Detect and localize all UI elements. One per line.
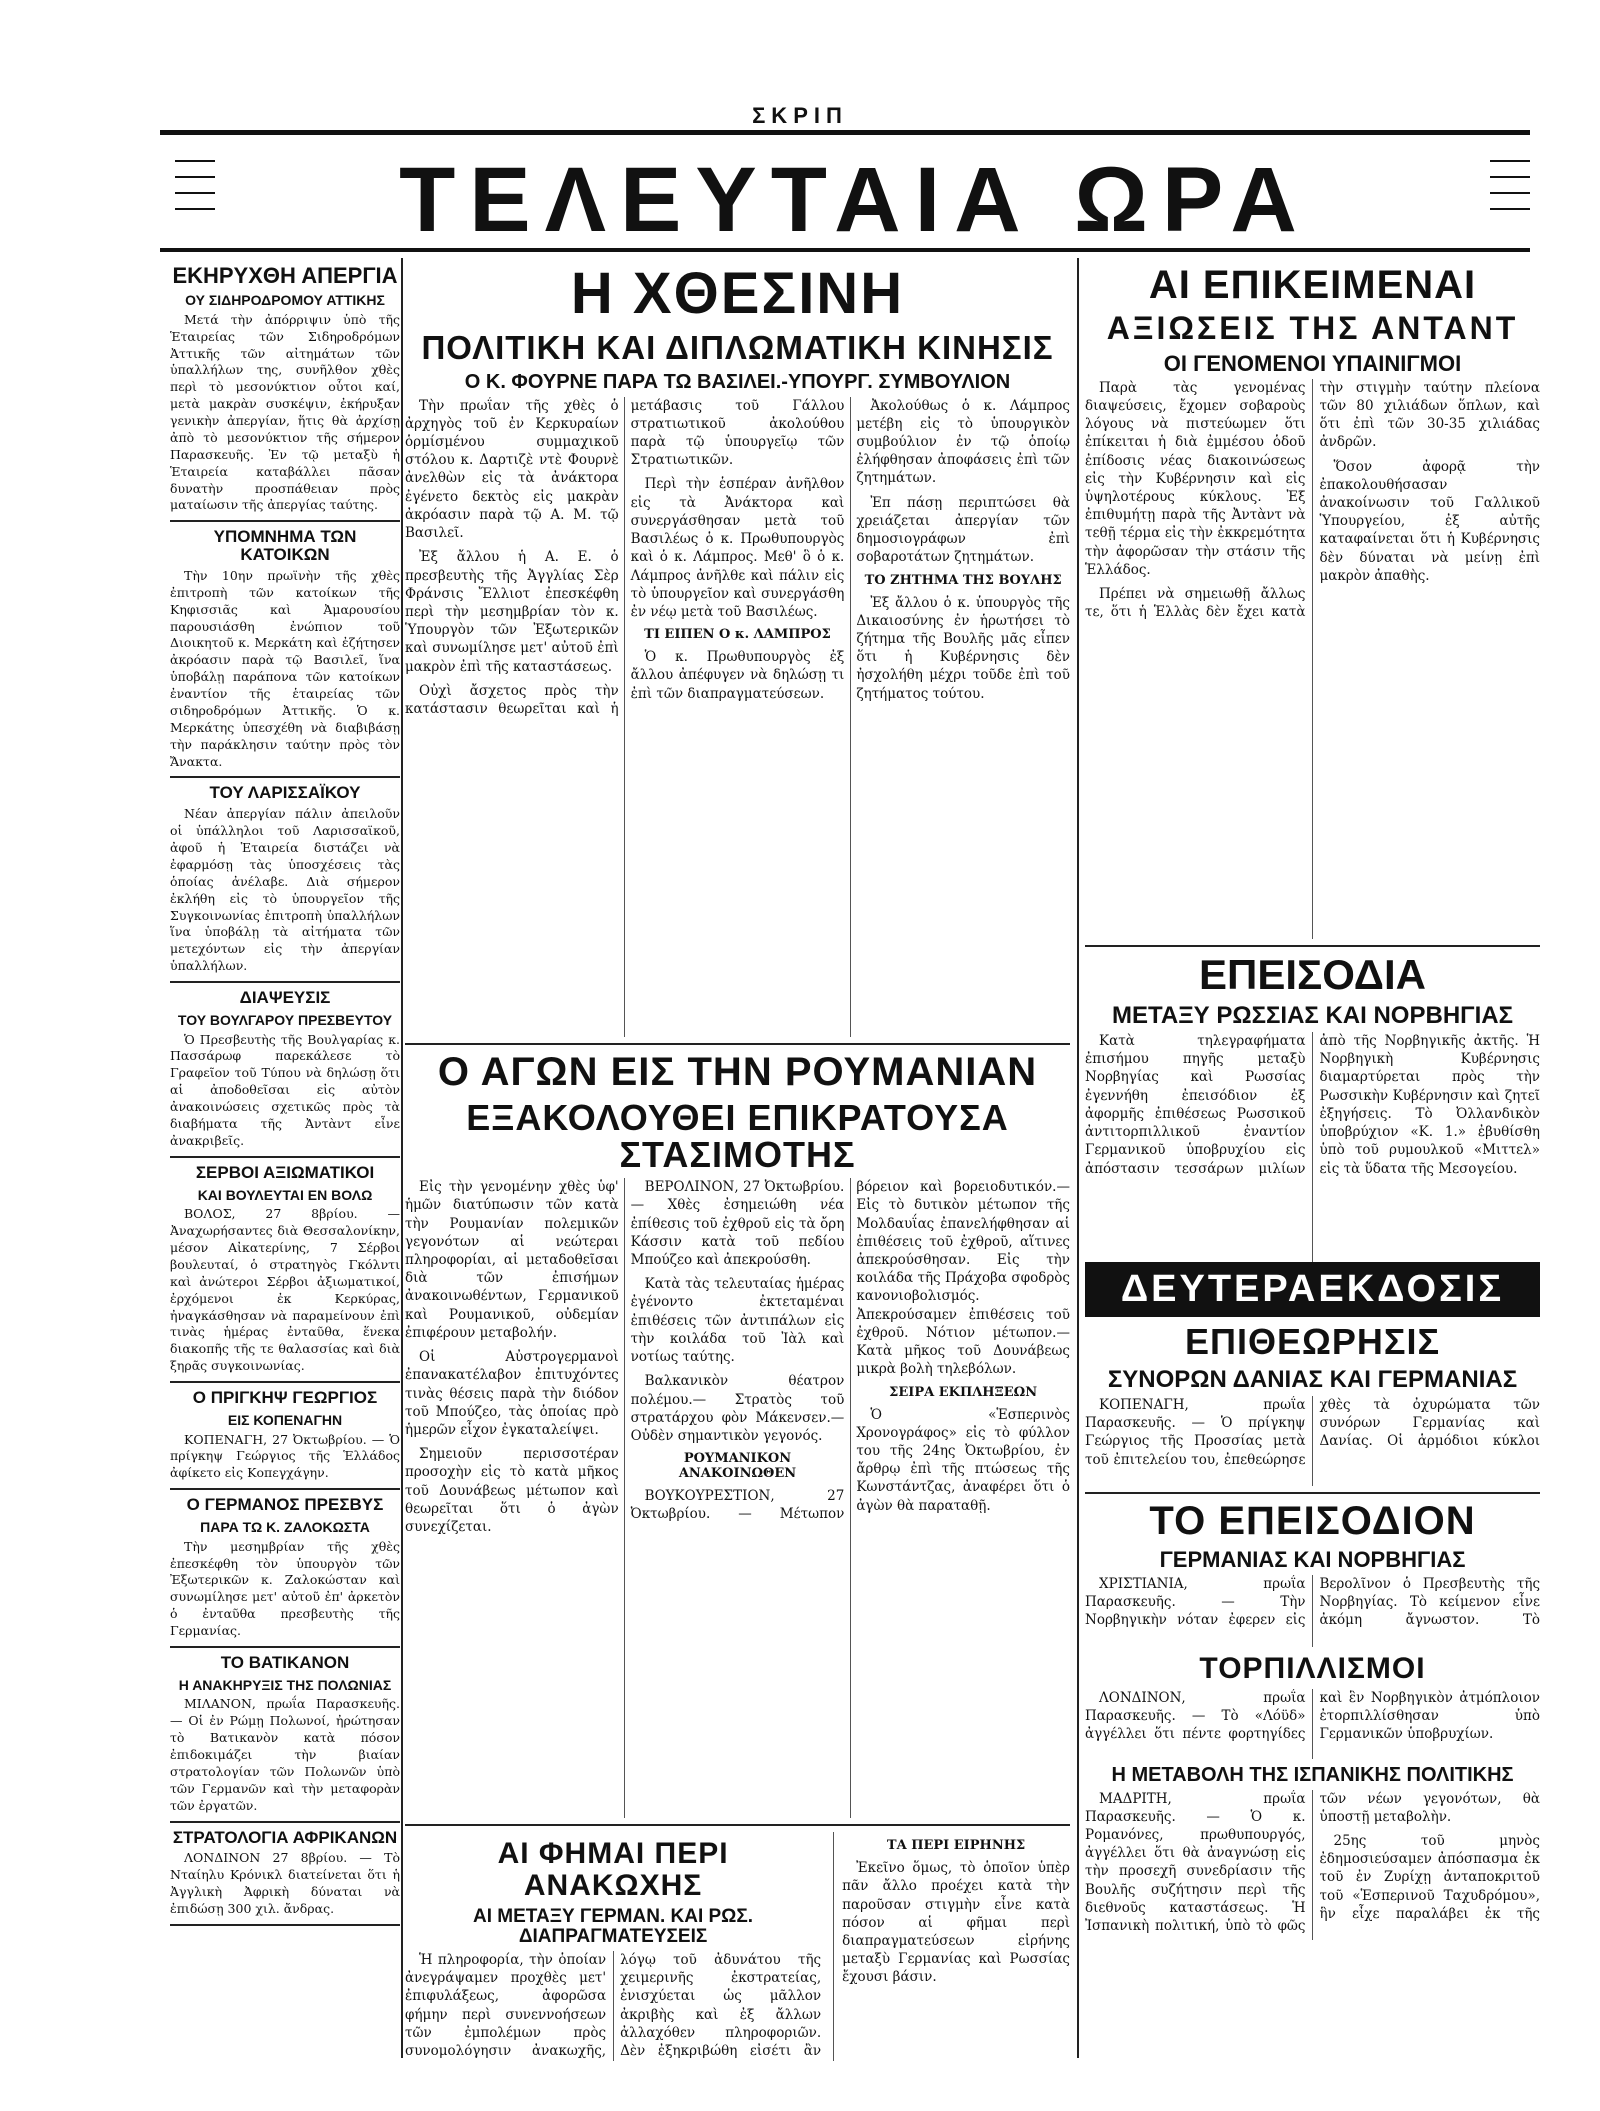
romania-paragraph: Σημειοῦν περισσοτέραν προσοχὴν εἰς τὸ κατὰ μῆκος τοῦ Δουνάβεως μέτωπον καὶ θεωρεῖται ὅτι ὁ ἀγὼν συνεχίζεται. [405,1446,619,1536]
incident-article [1085,1575,1540,1647]
lead-paragraph: Ἐξ ἄλλου ἡ Α. Ε. ὁ πρεσβευτὴς τῆς Ἀγγλίας Σὲρ Φράνσις Ἔλλιοτ ἐπεσκέφθη περὶ τὴν μεσημβρίαν τὸν κ. Ὑπουργὸν τῶν Ἐξωτερικῶν καὶ συνωμίλησε μετ' αὐτοῦ ἐπὶ μακρὸν ἐπὶ τῆς καταστάσεως. [405,549,619,675]
masthead: ΤΕΛΕΥΤΑΙΑ ΩΡΑ [399,149,1311,251]
incident-headline: ΤΟ ΕΠΕΙΣΟΔΙΟΝ [1149,1498,1476,1543]
demands-deck: ΟΙ ΓΕΝΟΜΕΝΟΙ ΥΠΑΙΝΙΓΜΟΙ [1163,350,1462,376]
romania-paragraph: Ὁ «Ἑσπερινὸς Χρονογράφος» εἰς τὸ φύλλον του τῆς 24ης Ὀκτωβρίου, ἐν ἄρθρῳ ἐπὶ τῆς πτώσεως τῆς Κωνστάντζας, ἀναφέρει ὅτι ὁ ἀγὼν θὰ παραταθῇ. [856,1406,1070,1514]
left-column [170,258,400,2068]
left-story-headline: ΤΟ ΒΑΤΙΚΑΝΟΝ [220,1652,350,1672]
peace-article [405,1832,821,2061]
left-story-subheadline: ΚΑΙ ΒΟΥΛΕΥΤΑΙ ΕΝ ΒΟΛΩ [197,1186,373,1203]
left-story-body: Τὴν μεσημβρίαν τῆς χθὲς ἐπεσκέφθη τὸν ὑπουργὸν τῶν Ἐξωτερικῶν κ. Ζαλοκώσταν καὶ συνωμίλησε μετ' αὐτοῦ ἐπ' ἀρκετὸν ὁ ἐνταῦθα πρεσβευτὴς τῆς Γερμανίας. [170,1538,400,1639]
lead-paragraph: Ἐπ πάσῃ περιπτώσει θὰ χρειάζεται ἀπεργίαν τῶν δημοσιογράφων ἐπὶ σοβαροτάτων ζητημάτων. [856,494,1070,566]
left-story-headline: ΥΠΟΜΝΗΜΑ ΤΩΝ ΚΑΤΟΙΚΩΝ [213,527,357,565]
left-story-body: Τὴν 10ην πρωϊνὴν τῆς χθὲς ἐπιτροπὴ τῶν κατοίκων τῆς Κηφισσιᾶς καὶ Ἀμαρουσίου παρουσιάσθη ἐνώπιον τοῦ Διοικητοῦ κ. Μερκάτη καὶ ἐζήτησεν ἀκρόασιν παρὰ τῷ Βασιλεῖ, ἵνα ὑποβάλῃ παράπονα τῶν κατοίκων ἐναντίον τῆς ἑταιρείας τῶν σιδηροδρόμων Ἀττικῆς. Ὁ κ. Μερκάτης ὑπεσχέθη νὰ διαβιβάσῃ τὴν παράκλησιν ταύτην πρὸς τὸν Ἄνακτα. [170,567,400,769]
romania-headline: Ο ΑΓΩΝ ΕΙΣ ΤΗΝ ΡΟΥΜΑΝΙΑΝ [437,1049,1038,1094]
lead-paragraph: Ἀκολούθως ὁ κ. Λάμπρος μετέβη εἰς τὸ ὑπουργικὸν συμβούλιον ἐν τῷ ὁποίῳ ἐλήφθησαν ἀποφάσεις ἐπὶ τῶν ζητημάτων. [856,397,1070,487]
romania-paragraph: ΒΕΡΟΛΙΝΟΝ, 27 Ὀκτωβρίου. — Χθὲς ἐσημειώθη νέα ἐπίθεσις τοῦ ἐχθροῦ εἰς τὰ ὄρη Κάσσιν κατὰ τοῦ πεδίου Μπούζεο καὶ ἀπεκρούσθη. [630,1179,845,1268]
lead-section-head: ΤΟ ΖΗΤΗΜΑ ΤΗΣ ΒΟΥΛΗΣ [864,572,1062,588]
demands-paragraph: Παρὰ τὰς γενομένας διαψεύσεις, ἔχομεν σοβαροὺς λόγους νὰ πιστεύωμεν ὅτι ἐπίκειται ἡ διὰ ἐμμέσου ὁδοῦ ἐπίδοσις νέας διακοινώσεως εἰς τὴν Κυβέρνησιν καὶ εἰς ὑψηλοτέρους κύκλους. Ἐξ ἐπιθυμήτῃ παρὰ τῆς Ἀντὰντ νὰ τεθῇ τέρμα εἰς τὴν ἐκκρεμότητα τὴν ἀφορῶσαν τὴν στάσιν τῆς Ἑλλάδος. [1085,379,1306,578]
romania-article [405,1178,1070,1818]
demands-headline: ΑΙ ΕΠΙΚΕΙΜΕΝΑΙ [1148,263,1477,307]
story-rule [170,1488,400,1490]
left-story-headline: ΔΙΑΨΕΥΣΙΣ [239,988,331,1008]
demands-paragraph: Πρέπει νὰ σημειωθῇ ἄλλως τε, ὅτι ἡ Ἑλλὰς δὲν ἔχει κατὰ τὴν στιγμὴν ταύτην πλείονα τῶν 80 χιλιάδων ὅπλων, καὶ ὅτι ἐπὶ τῶν 30-35 χιλιάδας ἀνδρῶν. [1085,379,1540,621]
demands-article [1085,379,1540,939]
left-story-body: ΚΟΠΕΝΑΓΗ, 27 Ὀκτωβρίου. — Ὁ πρίγκηψ Γεώργιος τῆς Ἑλλάδος ἀφίκετο εἰς Κοπεγχάγην. [170,1431,400,1481]
page-number: ΣΚΡΙΠ [752,103,848,128]
torpedo-article [1085,1689,1540,1759]
peace-body-wrap [405,1951,821,2061]
episodes-headline: ΕΠΕΙΣΟΔΙΑ [1199,950,1426,998]
spain-paragraph: 25ης τοῦ μηνὸς ἐδημοσιεύσαμεν ἀπόσπασμα ἐκ τοῦ ἐν Ζυρίχῃ ἀνταποκριτοῦ τοῦ «Ἑσπερινοῦ Ταχυδρόμου», ἣν εἶχε παραλάβει ἐκ τῆς [1319,1832,1540,1922]
peace-paragraph: Ἡ πληροφορία, τὴν ὁποίαν ἀνεγράψαμεν προχθὲς μετ' ἐπιφυλάξεως, ἀφορῶσα φήμην περὶ συνεννοήσεων τῶν ἐμπολέμων πρὸς συνομολόγησιν ἀνακωχῆς, λόγῳ τοῦ ἀδυνάτου τῆς χειμερινῆς ἐκστρατείας, ἐνισχύεται ὡς μᾶλλον ἀκριβὴς καὶ ἐξ ἄλλων ἀλλαχόθεν πληροφοριῶν. Δὲν ἐξηκριβώθη εἰσέτι ἂν [405,1952,822,2060]
peace-side [833,1832,1070,2061]
section-rule [405,1043,1070,1045]
review-headline: ΕΠΙΘΕΩΡΗΣΙΣ [1184,1320,1441,1362]
story-rule [170,520,400,522]
left-story-headline: ΕΚΗΡΥΧΘΗ ΑΠΕΡΓΙΑ [172,263,398,288]
lead-paragraph: Τὴν πρωΐαν τῆς χθὲς ὁ ἀρχηγὸς τοῦ ἐν Κερκυραίων ὁρμίσμένου συμμαχικοῦ στόλου κ. Δαρτιζὲ ντὲ Φουρνὲ ἀνελθὼν εἰς τὰ ἀνάκτορα ἐγένετο δεκτὸς εἰς μακρὰν ἀκρόασιν παρὰ τῷ Α. Μ. τῷ Βασιλεῖ. [405,397,619,542]
section-rule [1085,1492,1540,1494]
lead-paragraph: Οὐχὶ ἄσχετος πρὸς τὴν κατάστασιν θεωρεῖται καὶ ἡ μετάβασις τοῦ Γάλλου στρατιωτικοῦ ἀκολούθου παρὰ τῷ ὑπουργεῖῳ τῶν Στρατιωτικῶν. [405,397,845,718]
second-edition-banner: ΔΕΥΤΕΡΑΕΚΔΟΣΙΣ [1085,1262,1540,1317]
spain-headline: Η ΜΕΤΑΒΟΛΗ ΤΗΣ ΙΣΠΑΝΙΚΗΣ ΠΟΛΙΤΙΚΗΣ [1111,1763,1514,1786]
lead-article [405,397,1070,1037]
story-rule [170,776,400,778]
romania-section-head: ΡΟΥΜΑΝΙΚΟΝ ΑΝΑΚΟΙΝΩΘΕΝ [678,1451,797,1482]
right-column [1085,258,1540,1940]
episodes-article [1085,1032,1540,1262]
left-story-headline: ΤΟΥ ΛΑΡΙΣΣΑΪΚΟΥ [209,783,361,803]
romania-subheadline: ΕΞΑΚΟΛΟΥΘΕΙ ΕΠΙΚΡΑΤΟΥΣΑ ΣΤΑΣΙΜΟΤΗΣ [466,1096,1009,1176]
left-story-subheadline: ΕΙΣ ΚΟΠΕΝΑΓΗΝ [227,1411,343,1428]
left-story-subheadline: Η ΑΝΑΚΗΡΥΞΙΣ ΤΗΣ ΠΟΛΩΝΙΑΣ [178,1676,392,1693]
center-column [405,258,1070,2061]
left-story-body: Ὁ Πρεσβευτὴς τῆς Βουλγαρίας κ. Πασσάρωφ παρεκάλεσε τὸ Γραφεῖον τοῦ Τύπου νὰ δηλώσῃ ὅτι αἱ ἀποδοθεῖσαι εἰς αὐτὸν ἀνακοινώσεις σχετικῶς πρὸς τὰ διαβήματα τῆς Ἀντὰντ εἶνε ἀνακριβεῖς. [170,1031,400,1148]
episodes-paragraph: Κατὰ τηλεγραφήματα ἐπισήμου πηγῆς μεταξὺ Νορβηγίας καὶ Ρωσσίας ἐγεννήθη ἐπεισόδιον ἐξ ἀφορμῆς ἐπιθέσεως Ρωσσικοῦ ἀντιτορπιλλικοῦ ἐναντίον Γερμανικοῦ ὑποβρυχίου εἰς ἀπόστασιν τεσσάρων μιλίων ἀπὸ τῆς Νορβηγικῆς ἀκτῆς. Ἡ Νορβηγικὴ Κυβέρνησις διαμαρτύρεται πρὸς τὴν Ρωσσικὴν Κυβέρνησιν καὶ ζητεῖ ἐξηγήσεις. Τὸ Ὀλλανδικὸν ὑποβρύχιον «Κ. 1.» ἐβυθίσθη ὑπὸ τοῦ ρυμουλκοῦ «Μιττελ» εἰς τὰ ὕδατα τῆς Μεσογείου. [1085,1032,1540,1177]
left-story-headline: Ο ΠΡΙΓΚΗΨ ΓΕΩΡΓΙΟΣ [192,1388,378,1407]
lead-paragraph: Περὶ τὴν ἑσπέραν ἀνῆλθον εἰς τὰ Ἀνάκτορα καὶ συνεργάσθησαν μετὰ τοῦ Βασιλέως ὁ κ. Πρωθυπουργὸς καὶ ὁ κ. Λάμπρος. Μεθ' ὃ ὁ κ. Λάμπρος ἀνῆλθε καὶ πάλιν εἰς τὸ ὑπουργεῖον καὶ συνεργάσθη ἐν νέῳ μετὰ τοῦ Βασιλέως. [630,476,845,620]
romania-paragraph: Οἱ Αὐστρογερμανοὶ ἐπανακατέλαβον ἐπιτυχόντες τινὰς θέσεις παρὰ τὴν διόδον τοῦ Μπούζεο, τὰς ὁποίας πρὸ ἡμερῶν εἶχον ἐγκαταλείψει. [405,1349,619,1438]
left-story-headline: Ο ΓΕΡΜΑΝΟΣ ΠΡΕΣΒΥΣ [186,1495,384,1515]
story-rule [170,1924,400,1926]
lead-section-head: ΤΙ ΕΙΠΕΝ Ο κ. ΛΑΜΠΡΟΣ [644,627,831,643]
romania-paragraph: Βαλκανικὸν θέατρον πολέμου.— Στρατὸς τοῦ στρατάρχου φὸν Μάκενσεν.— Οὐδὲν σημαντικὸν γεγονός. [630,1373,845,1444]
demands-paragraph: Ὅσον ἀφορᾷ τὴν ἐπακολουθήσασαν ἀνακοίνωσιν τοῦ Γαλλικοῦ Ὑπουργείου, ἐξ αὐτῆς καταφαίνεται ὅτι ἡ Κυβέρνησις δὲν δύναται νὰ μείνῃ ἐπὶ μακρὸν ἀπαθὴς. [1319,458,1540,584]
story-rule [170,1646,400,1648]
lead-deck: Ο Κ. ΦΟΥΡΝΕ ΠΑΡΑ ΤΩ ΒΑΣΙΛΕΙ.-ΥΠΟΥΡΓ. ΣΥΜΒΟΥΛΙΟΝ [464,370,1011,393]
left-story-body: ΒΟΛΟΣ, 27 8βρίου. — Ἀναχωρήσαντες διὰ Θεσσαλονίκην, μέσον Αἰκατερίνης, 7 Σέρβοι βουλευταί, ὁ στρατηγὸς Γκόλντι καὶ ἀνώτεροι Σέρβοι ἀξιωματικοί, ἐρχόμενοι ἐκ Κερκύρας, ἠναγκάσθησαν νὰ παραμείνουν ἐπὶ τινὰς ἡμέρας ἐνταῦθα, ἕνεκα διακοπῆς τῆς τε θαλασσίας καὶ διὰ ξηρᾶς συγκοινωνίας. [170,1206,400,1374]
left-story-body: ΜΙΛΑΝΟΝ, πρωΐα Παρασκευῆς. — Οἱ ἐν Ρώμῃ Πολωνοί, ἠρώτησαν τὸ Βατικανὸν κατὰ πόσον ἐπιδοκιμάζει τὴν βιαίαν στρατολογίαν τῶν Πολωνῶν ὑπὸ τῶν Γερμανῶν καὶ τὴν μεταφορὰν τῶν ἐργατῶν. [170,1696,400,1813]
left-story-subheadline: ΟΥ ΣΙΔΗΡΟΔΡΟΜΟΥ ΑΤΤΙΚΗΣ [185,292,385,309]
story-rule [170,981,400,983]
lead-subheadline: ΠΟΛΙΤΙΚΗ ΚΑΙ ΔΙΠΛΩΜΑΤΙΚΗ ΚΙΝΗΣΙΣ [421,328,1054,366]
left-story-body: ΛΟΝΔΙΝΟΝ 27 8βρίου. — Τὸ Νταίηλυ Κρόνικλ διατείνεται ὅτι ἡ Ἀγγλικὴ Ἀφρικὴ δύναται νὰ ἐπιδώσῃ 300 χιλ. ἄνδρας. [170,1850,400,1917]
lead-paragraph: Ὁ κ. Πρωθυπουργὸς ἐξ ἄλλου ἀπέφυγεν νὰ δηλώσῃ τι ἐπὶ τῶν διαπραγματεύσεων. [630,649,845,702]
left-story-subheadline: ΠΑΡΑ ΤΩ Κ. ΖΑΛΟΚΩΣΤΑ [200,1519,370,1535]
peace-side-paragraph: Ἐκεῖνο ὅμως, τὸ ὁποῖον ὑπὲρ πᾶν ἄλλο προέχει κατὰ τὴν παροῦσαν στιγμὴν εἶνε κατὰ πόσον αἱ φῆμαι περὶ διαπραγματεύσεων εἰρήνης μεταξὺ Γερμανίας καὶ Ρωσσίας ἔχουσι βάσιν. [842,1860,1070,1986]
romania-paragraph: Κατὰ τὰς τελευταίας ἡμέρας ἐγένοντο ἐκτεταμέναι ἐπιθέσεις τῶν ἀντιπάλων εἰς τὴν κοιλάδα τοῦ Ἰὰλ καὶ νοτίως ταύτης. [630,1276,845,1366]
peace-side-wrap [842,1859,1070,2009]
demands-subheadline: ΑΞΙΩΣΕΙΣ ΤΗΣ ΑΝΤΑΝΤ [1106,310,1519,346]
spain-article [1085,1790,1540,1940]
left-story-body: Μετά τὴν ἀπόρριψιν ὑπὸ τῆς Ἑταιρείας τῶν Σιδηροδρόμων Ἀττικῆς τῶν αἰτημάτων τῶν ὑπαλλήλων της, συνῆλθον χθὲς περὶ τὸ μεσονύκτιον οὗτοι καί, μετὰ μακρὰν συσκέψιν, ἐκήρυξαν γενικὴν ἀπεργίαν, ἥτις θὰ ἀρχίσῃ ἀπὸ τὸ μεσονύκτιον τῆς σήμερον Παρασκευῆς. Ἐν τῷ μεταξὺ ἡ Ἑταιρεία καταβάλλει πᾶσαν δυνατὴν προσπάθειαν πρὸς ματαίωσιν τῆς ἀπεργίας ταύτης. [170,311,400,513]
section-rule [1085,945,1540,947]
section-rule [405,1824,1070,1826]
romania-paragraph: Εἰς τὴν γενομένην χθὲς ὑφ' ἡμῶν διατύπωσιν τῶν κατὰ τὴν Ρουμανίαν πολεμικῶν γεγονότων αἱ νεώτεραι πληροφορίαι, αἱ μεταδοθεῖσαι διὰ τῶν ἐπισήμων ἀνακοινωθέντων, Γερμανικοῦ καὶ Ρουμανικοῦ, οὐδεμίαν ἐπιφέρουν μεταβολήν. [405,1179,619,1341]
peace-block [405,1832,1070,2061]
romania-paragraph: ΒΟΥΚΟΥΡΕΣΤΙΟΝ, 27 Ὀκτωβρίου. — Μέτωπον βόρειον καὶ βορειοδυτικόν.— Εἰς τὸ δυτικὸν μέτωπον τῆς Μολδαυΐας ἐπανελήφθησαν αἱ ἐπιθέσεις τοῦ ἐχθροῦ, αἵτινες ἀπεκρούσθησαν. Εἰς τὴν κοιλάδα τῆς Πράχοβα σφοδρὸς κανονιοβολισμός. Ἀπεκρούσαμεν ἐπιθέσεις τοῦ ἐχθροῦ. Νότιον μέτωπον.— Κατὰ μῆκος τοῦ Δουνάβεως μικρὰ βολὴ τηλεβόλων. [630,1179,1070,1523]
story-rule [170,1381,400,1383]
peace-headline: ΑΙ ΦΗΜΑΙ ΠΕΡΙ ΑΝΑΚΩΧΗΣ [497,1837,729,1902]
top-rule [160,130,1530,135]
lead-paragraph: Ἐξ ἄλλου ὁ κ. ὑπουργὸς τῆς Δικαιοσύνης ἐν ἡρωτήσει τὸ ζήτημα τῆς Βουλῆς μᾶς εἶπεν ὅτι ἡ Κυβέρνησις δὲν ἠσχολήθη μέχρι τοῦδε ἐπὶ τοῦ ζητήματος τούτου. [856,594,1070,702]
left-story-headline: ΣΕΡΒΟΙ ΑΞΙΩΜΑΤΙΚΟΙ [195,1162,375,1182]
left-story-body: Νέαν ἀπεργίαν πάλιν ἀπειλοῦν οἱ ὑπάλληλοι τοῦ Λαρισσαϊκοῦ, ἀφοῦ ἡ Ἑταιρεία διστάζει νὰ ἐφαρμόσῃ τὰς ὑποσχέσεις τὰς ὁποίας ἀνέλαβε. Διὰ σήμερον ἐκλήθη εἰς τὸ ὑπουργεῖον τῆς Συγκοινωνίας ἐπιτροπὴ ὑπαλλήλων ἵνα ὑποβάλῃ τὰ αἰτήματα τῶν μετεχόντων εἰς τὴν ἀπεργίαν ὑπαλλήλων. [170,806,400,974]
story-rule [170,1156,400,1158]
lead-headline: Η ΧΘΕΣΙΝΗ [570,261,905,326]
episodes-subheadline: ΜΕΤΑΞΥ ΡΩΣΣΙΑΣ ΚΑΙ ΝΟΡΒΗΓΙΑΣ [1112,1001,1513,1029]
banner-rule [160,248,1530,252]
romania-section-head: ΣΕΙΡΑ ΕΚΠΛΗΞΕΩΝ [889,1384,1038,1400]
left-story-headline: ΣΤΡΑΤΟΛΟΓΙΑ ΑΦΡΙΚΑΝΩΝ [172,1827,398,1847]
peace-side-head: ΤΑ ΠΕΡΙ ΕΙΡΗΝΗΣ [886,1838,1026,1854]
left-story-subheadline: ΤΟΥ ΒΟΥΛΓΑΡΟΥ ΠΡΕΣΒΕΥΤΟΥ [177,1011,393,1028]
incident-paragraph: ΧΡΙΣΤΙΑΝΙΑ, πρωΐα Παρασκευῆς. — Τὴν Νορβηγικὴν νόταν ἐφερεν εἰς Βερολῖνον ὁ Πρεσβευτὴς τῆς Νορβηγίας. Τὸ κείμενον εἶνε ἀκόμη ἄγνωστον. Τὸ [1085,1576,1540,1629]
torpedo-paragraph: ΛΟΝΔΙΝΟΝ, πρωΐα Παρασκευῆς. — Τὸ «Λόϋδ» ἀγγέλλει ὅτι πέντε φορτηγίδες καὶ ἓν Νορβηγικὸν ἀτμόπλοιον ἐτορπιλλίσθησαν ὑπὸ Γερμανικῶν ὑποβρυχίων. [1085,1689,1540,1742]
review-paragraph: ΚΟΠΕΝΑΓΗ, πρωΐα Παρασκευῆς. — Ὁ πρίγκηψ Γεώργιος τῆς Προσσίας μετὰ τοῦ ἐπιτελείου του, ἐπεθεώρησε χθὲς τὰ ὀχυρώματα τῶν συνόρων Γερμανίας καὶ Δανίας. Οἱ ἁρμόδιοι κύκλοι [1085,1396,1540,1468]
column-divider [1077,258,1079,2058]
torpedo-headline: ΤΟΡΠΙΛΛΙΣΜΟΙ [1199,1652,1426,1686]
story-rule [170,1821,400,1823]
review-subheadline: ΣΥΝΟΡΩΝ ΔΑΝΙΑΣ ΚΑΙ ΓΕΡΜΑΝΙΑΣ [1107,1365,1518,1393]
review-article [1085,1396,1540,1486]
spain-paragraph: ΜΑΔΡΙΤΗ, πρωΐα Παρασκευῆς. — Ὁ κ. Ρομανόνες, πρωθυπουργός, ἀγγέλλει ὅτι θὰ ἀναγνώσῃ εἰς τὴν προσεχῆ συνεδρίασιν τῆς Βουλῆς συζήτησιν περὶ τῆς διεθνοῦς καταστάσεως. Ἡ Ἰσπανικὴ πολιτική, ὑπὸ τὸ φῶς τῶν νέων γεγονότων, θὰ ὑποστῇ μεταβολὴν. [1085,1790,1540,1935]
peace-subheadline: ΑΙ ΜΕΤΑΞΥ ΓΕΡΜΑΝ. ΚΑΙ ΡΩΣ. ΔΙΑΠΡΑΓΜΑΤΕΥΣΕΙΣ [473,1906,754,1948]
column-divider [401,258,403,2058]
incident-subheadline: ΓΕΡΜΑΝΙΑΣ ΚΑΙ ΝΟΡΒΗΓΙΑΣ [1159,1546,1466,1572]
